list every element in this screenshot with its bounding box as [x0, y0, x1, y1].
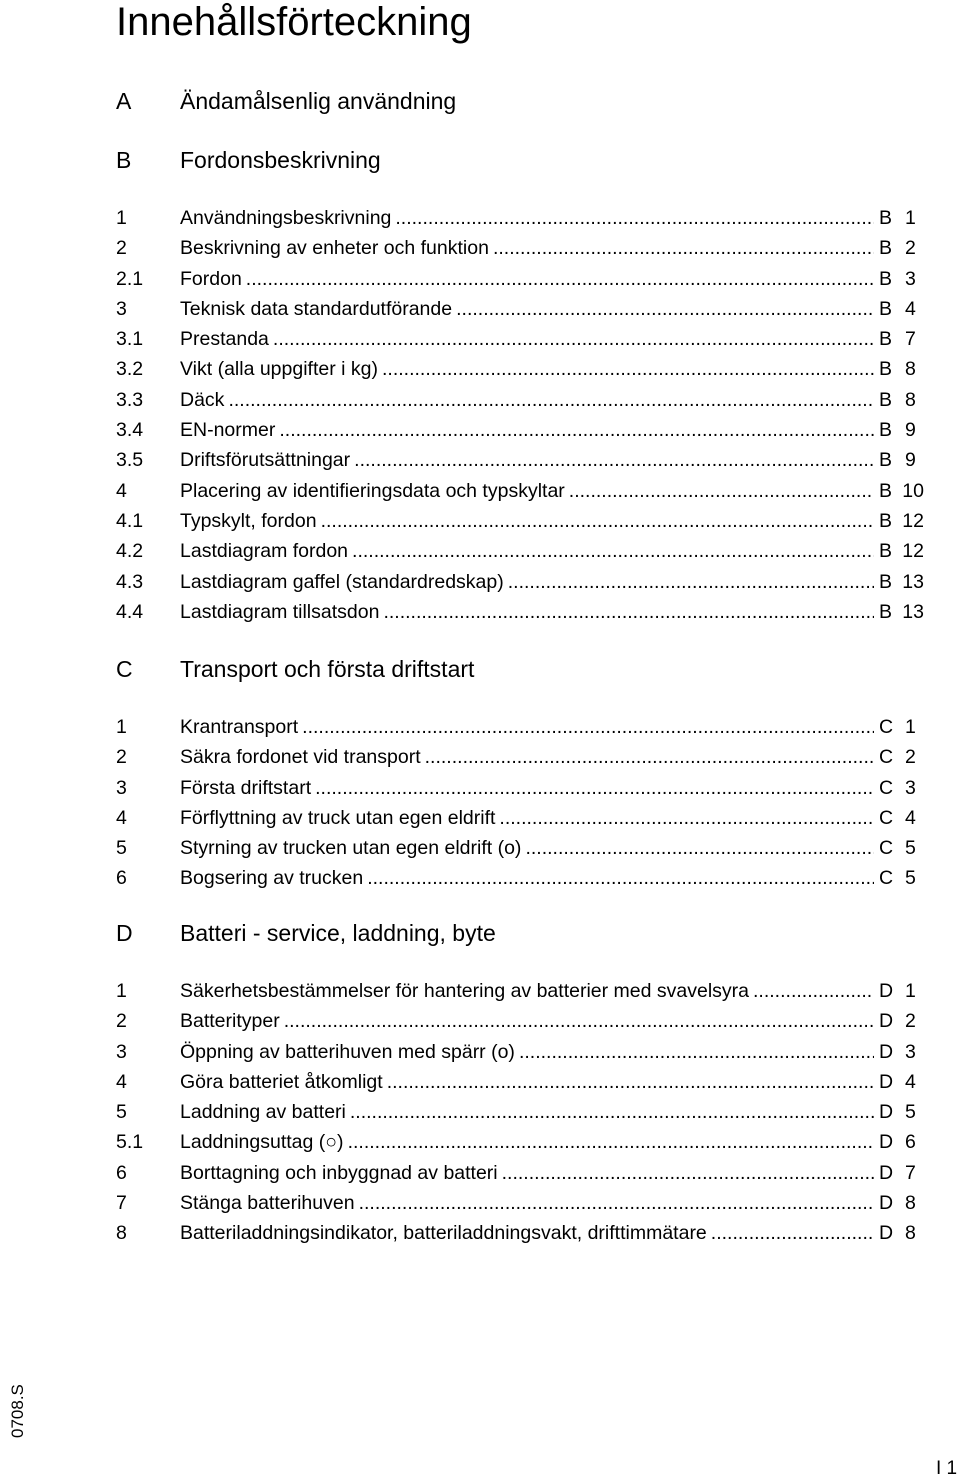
leader-dots — [425, 742, 874, 772]
ref-letter: D — [879, 1161, 894, 1184]
toc-entry[interactable] — [0, 1006, 960, 1036]
section-heading[interactable] — [0, 654, 960, 684]
entry-title: Laddningsuttag (○) — [180, 1131, 344, 1154]
toc-entry[interactable] — [0, 385, 960, 415]
entry-number: 2 — [116, 746, 127, 769]
toc-entry[interactable] — [0, 294, 960, 324]
ref-page: 7 — [905, 328, 916, 351]
entry-title: Teknisk data standardutförande — [180, 297, 453, 320]
entry-number: 1 — [116, 716, 127, 738]
toc-entry[interactable] — [0, 233, 960, 263]
toc-entry[interactable] — [0, 976, 960, 1006]
leader-dots — [228, 385, 874, 415]
toc-entry[interactable] — [0, 1097, 960, 1127]
document-code: 0708.S — [8, 1384, 27, 1438]
entry-page-ref — [879, 1127, 924, 1157]
entry-title: Däck — [180, 388, 225, 411]
ref-letter: B — [879, 479, 893, 502]
section-heading[interactable] — [0, 145, 960, 175]
entry-number: 7 — [116, 1192, 127, 1215]
ref-letter: D — [879, 1101, 894, 1124]
toc-entry[interactable] — [0, 445, 960, 475]
ref-letter: B — [879, 267, 893, 290]
ref-page: 8 — [905, 388, 916, 411]
toc-entry[interactable] — [0, 1067, 960, 1097]
entry-title: Batteriladdningsindikator, batteriladdningsvakt, drifttimmätare — [180, 1222, 707, 1245]
entry-title: Stänga batterihuven — [180, 1192, 355, 1215]
section-title: Transport och första driftstart — [180, 656, 475, 682]
entry-number: 8 — [116, 1222, 127, 1245]
toc-entry[interactable] — [0, 833, 960, 863]
ref-page: 8 — [905, 1222, 916, 1245]
entry-title: Säkerhetsbestämmelser för hantering av batterier med svavelsyra — [180, 980, 750, 1002]
entry-title: Styrning av trucken utan egen eldrift (o) — [180, 837, 522, 860]
ref-letter: B — [879, 570, 893, 593]
entry-page-ref — [879, 1218, 924, 1248]
ref-page: 4 — [905, 806, 916, 829]
ref-letter: C — [879, 837, 894, 860]
entry-page-ref — [879, 536, 924, 566]
ref-letter: B — [879, 600, 893, 623]
section-title: Ändamålsenlig användning — [180, 88, 457, 114]
entry-page-ref — [879, 385, 924, 415]
ref-letter: C — [879, 867, 894, 890]
toc-entry[interactable] — [0, 1037, 960, 1067]
ref-page: 7 — [905, 1161, 916, 1184]
entry-number: 4.3 — [116, 570, 144, 593]
leader-dots — [354, 445, 874, 475]
leader-dots — [367, 863, 874, 893]
toc-entry[interactable] — [0, 476, 960, 506]
leader-dots — [525, 833, 874, 863]
entry-title: Batterityper — [180, 1010, 280, 1033]
ref-page: 1 — [905, 716, 916, 738]
page-title: Innehållsförteckning — [116, 0, 472, 44]
entry-page-ref — [879, 264, 924, 294]
entry-number: 3.4 — [116, 419, 144, 442]
ref-letter: C — [879, 806, 894, 829]
ref-letter: B — [879, 540, 893, 563]
entry-number: 6 — [116, 1161, 127, 1184]
ref-page: 3 — [905, 267, 916, 290]
entry-page-ref — [879, 506, 924, 536]
leader-dots — [499, 803, 874, 833]
entry-number: 4.2 — [116, 540, 144, 563]
leader-dots — [456, 294, 874, 324]
entry-number: 5.1 — [116, 1131, 144, 1154]
entry-title: Säkra fordonet vid transport — [180, 746, 421, 769]
entry-number: 4.4 — [116, 600, 144, 623]
ref-letter: B — [879, 237, 893, 260]
ref-page: 4 — [905, 1070, 916, 1093]
toc-entry[interactable] — [0, 1158, 960, 1188]
toc-entry[interactable] — [0, 773, 960, 803]
entry-number: 3 — [116, 776, 127, 799]
entry-page-ref — [879, 203, 924, 233]
toc-entry[interactable] — [0, 863, 960, 893]
entry-number: 3.3 — [116, 388, 144, 411]
entry-title: Vikt (alla uppgifter i kg) — [180, 358, 378, 381]
toc-section-a — [0, 86, 960, 116]
section-letter: D — [116, 920, 133, 946]
leader-dots — [508, 567, 874, 597]
entry-number: 6 — [116, 867, 127, 890]
entry-title: Lastdiagram gaffel (standardredskap) — [180, 570, 504, 593]
ref-page: 5 — [905, 837, 916, 860]
section-title: Fordonsbeskrivning — [180, 147, 381, 173]
toc-entry[interactable] — [0, 742, 960, 772]
section-letter: B — [116, 147, 132, 173]
entry-title: Borttagning och inbyggnad av batteri — [180, 1161, 498, 1184]
ref-letter: B — [879, 449, 893, 472]
ref-letter: B — [879, 388, 893, 411]
entry-number: 4 — [116, 1070, 127, 1093]
leader-dots — [502, 1158, 874, 1188]
entry-number: 5 — [116, 837, 127, 860]
entry-number: 4 — [116, 479, 127, 502]
toc-entry[interactable] — [0, 264, 960, 294]
toc-entry[interactable] — [0, 803, 960, 833]
leader-dots — [302, 712, 874, 742]
ref-letter: B — [879, 297, 893, 320]
leader-dots — [321, 506, 874, 536]
toc-entry[interactable] — [0, 324, 960, 354]
toc-entry[interactable] — [0, 506, 960, 536]
entry-title: Laddning av batteri — [180, 1101, 346, 1124]
toc-entry[interactable] — [0, 1127, 960, 1157]
leader-dots — [753, 976, 874, 1006]
entry-page-ref — [879, 1158, 924, 1188]
section-heading[interactable] — [0, 918, 960, 948]
entry-title: Lastdiagram fordon — [180, 540, 349, 563]
toc-entry[interactable] — [0, 1218, 960, 1248]
entry-title: Prestanda — [180, 328, 269, 351]
entry-title: EN-normer — [180, 419, 276, 442]
entry-page-ref — [879, 1188, 924, 1218]
toc-entry[interactable] — [0, 415, 960, 445]
entry-page-ref — [879, 1037, 924, 1067]
ref-page: 13 — [902, 600, 924, 623]
ref-letter: C — [879, 776, 894, 799]
leader-dots — [279, 415, 874, 445]
leader-dots — [315, 773, 874, 803]
leader-dots — [387, 1067, 874, 1097]
ref-letter: D — [879, 1131, 894, 1154]
entry-number: 5 — [116, 1101, 127, 1124]
entry-page-ref — [879, 476, 924, 506]
ref-page: 9 — [905, 449, 916, 472]
entry-page-ref — [879, 712, 924, 742]
ref-letter: D — [879, 1222, 894, 1245]
toc-entry[interactable] — [0, 203, 960, 233]
entry-page-ref — [879, 233, 924, 263]
ref-letter: B — [879, 419, 893, 442]
ref-letter: D — [879, 1010, 894, 1033]
entry-list — [0, 203, 960, 627]
ref-page: 2 — [905, 1010, 916, 1033]
ref-page: 4 — [905, 297, 916, 320]
ref-page: 1 — [905, 980, 916, 1002]
ref-page: 3 — [905, 776, 916, 799]
entry-title: Första driftstart — [180, 776, 312, 799]
entry-title: Beskrivning av enheter och funktion — [180, 237, 489, 260]
leader-dots — [348, 1127, 874, 1157]
entry-number: 1 — [116, 207, 127, 229]
entry-number: 4 — [116, 806, 127, 829]
entry-number: 3 — [116, 297, 127, 320]
entry-page-ref — [879, 976, 924, 1006]
entry-page-ref — [879, 567, 924, 597]
entry-page-ref — [879, 863, 924, 893]
entry-page-ref — [879, 1067, 924, 1097]
toc-section-c — [0, 654, 960, 890]
entry-number: 3.1 — [116, 328, 144, 351]
section-title: Batteri - service, laddning, byte — [180, 920, 496, 946]
toc-entry[interactable] — [0, 354, 960, 384]
entry-title: Bogsering av trucken — [180, 867, 364, 890]
ref-letter: B — [879, 358, 893, 381]
leader-dots — [273, 324, 874, 354]
entry-title: Driftsförutsättningar — [180, 449, 351, 472]
entry-title: Typskylt, fordon — [180, 509, 317, 532]
toc-section-b — [0, 145, 960, 623]
leader-dots — [352, 536, 874, 566]
ref-page: 12 — [902, 540, 924, 563]
ref-page: 2 — [905, 746, 916, 769]
entry-number: 2.1 — [116, 267, 144, 290]
entry-page-ref — [879, 773, 924, 803]
ref-page: 5 — [905, 1101, 916, 1124]
ref-page: 10 — [902, 479, 924, 502]
entry-page-ref — [879, 294, 924, 324]
entry-number: 3.2 — [116, 358, 144, 381]
ref-letter: C — [879, 716, 894, 738]
ref-letter: B — [879, 509, 893, 532]
entry-page-ref — [879, 597, 924, 627]
entry-page-ref — [879, 415, 924, 445]
leader-dots — [246, 264, 874, 294]
toc-entry[interactable] — [0, 597, 960, 627]
entry-title: Placering av identifieringsdata och typskyltar — [180, 479, 565, 502]
entry-number: 1 — [116, 980, 127, 1002]
ref-page: 12 — [902, 509, 924, 532]
ref-letter: B — [879, 207, 893, 229]
entry-title: Lastdiagram tillsatsdon — [180, 600, 380, 623]
toc-entry[interactable] — [0, 567, 960, 597]
entry-page-ref — [879, 1097, 924, 1127]
leader-dots — [711, 1218, 874, 1248]
entry-page-ref — [879, 445, 924, 475]
entry-title: Fordon — [180, 267, 242, 290]
entry-page-ref — [879, 803, 924, 833]
ref-letter: D — [879, 1070, 894, 1093]
section-letter: C — [116, 656, 133, 682]
leader-dots — [569, 476, 874, 506]
ref-letter: D — [879, 1192, 894, 1215]
ref-page: 1 — [905, 207, 916, 229]
entry-number: 3.5 — [116, 449, 144, 472]
leader-dots — [350, 1097, 874, 1127]
ref-page: 9 — [905, 419, 916, 442]
ref-letter: B — [879, 328, 893, 351]
entry-page-ref — [879, 833, 924, 863]
toc-entry[interactable] — [0, 536, 960, 566]
ref-page: 6 — [905, 1131, 916, 1154]
leader-dots — [383, 597, 874, 627]
entry-page-ref — [879, 742, 924, 772]
ref-page: 13 — [902, 570, 924, 593]
entry-page-ref — [879, 324, 924, 354]
entry-list — [0, 712, 960, 894]
entry-number: 2 — [116, 1010, 127, 1033]
leader-dots — [493, 233, 874, 263]
entry-page-ref — [879, 354, 924, 384]
ref-page: 8 — [905, 1192, 916, 1215]
entry-number: 2 — [116, 237, 127, 260]
leader-dots — [395, 203, 874, 233]
entry-title: Krantransport — [180, 716, 299, 738]
entry-number: 4.1 — [116, 509, 144, 532]
section-heading[interactable] — [0, 86, 960, 116]
ref-page: 3 — [905, 1040, 916, 1063]
leader-dots — [519, 1037, 874, 1067]
ref-letter: D — [879, 1040, 894, 1063]
leader-dots — [382, 354, 874, 384]
ref-letter: D — [879, 980, 894, 1002]
entry-title: Förflyttning av truck utan egen eldrift — [180, 806, 496, 829]
ref-letter: C — [879, 746, 894, 769]
toc-section-d — [0, 918, 960, 1245]
page-number: I 1 — [936, 1458, 958, 1479]
entry-title: Användningsbeskrivning — [180, 207, 392, 229]
entry-title: Göra batteriet åtkomligt — [180, 1070, 383, 1093]
entry-list — [0, 976, 960, 1249]
toc-entry[interactable] — [0, 712, 960, 742]
ref-page: 5 — [905, 867, 916, 890]
section-letter: A — [116, 88, 132, 114]
toc-entry[interactable] — [0, 1188, 960, 1218]
entry-page-ref — [879, 1006, 924, 1036]
ref-page: 8 — [905, 358, 916, 381]
leader-dots — [284, 1006, 874, 1036]
entry-title: Öppning av batterihuven med spärr (o) — [180, 1040, 515, 1063]
entry-number: 3 — [116, 1040, 127, 1063]
leader-dots — [359, 1188, 874, 1218]
ref-page: 2 — [905, 237, 916, 260]
